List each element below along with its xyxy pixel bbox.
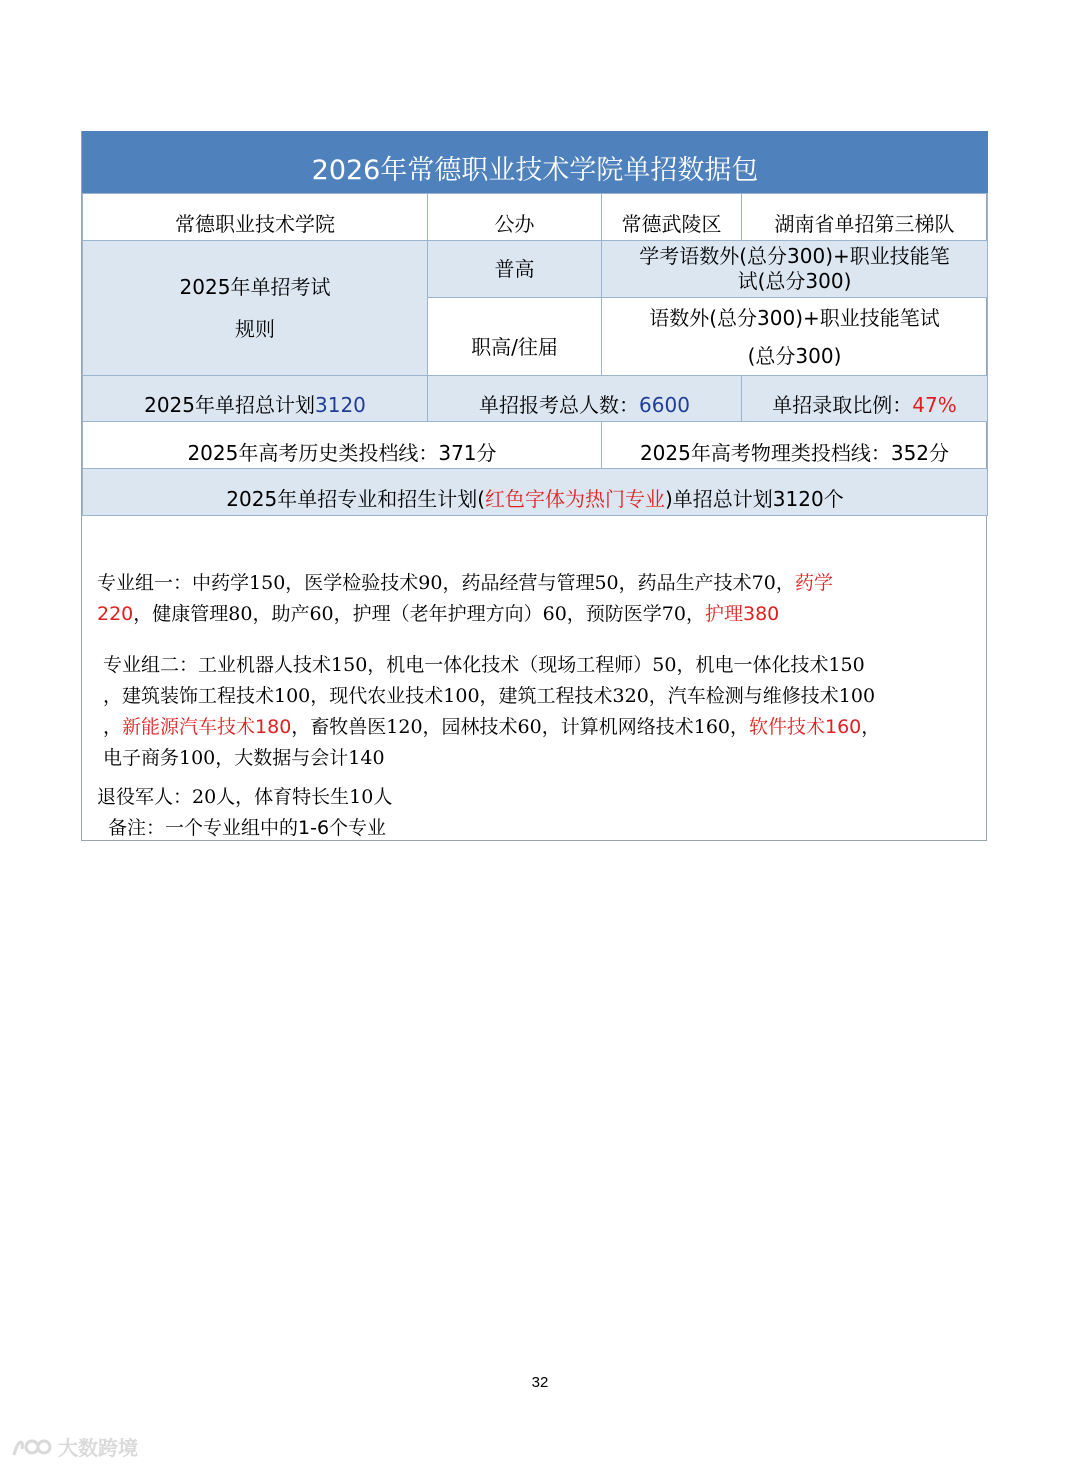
group2-hot-major-1: 新能源汽车技术180: [122, 716, 292, 738]
veterans-quota: 退役军人：20人，体育特长生10人: [97, 786, 393, 808]
total-plan: [82, 375, 428, 422]
vocational-label: 职高/往届: [427, 297, 602, 376]
group2-line2: ，建筑装饰工程技术100，现代农业技术100，建筑工程技术320，汽车检测与维修技术100: [103, 685, 876, 707]
group2-line1: [103, 650, 983, 681]
total-plan-label: 2025年单招总计划: [144, 393, 315, 417]
school-location: 常德武陵区: [601, 193, 742, 241]
group1-text-b: ，健康管理80，助产60，护理（老年护理方向）60，预防医学70，: [133, 603, 705, 625]
hot-major-note: 红色字体为热门专业: [485, 486, 665, 511]
group2-line3: [103, 712, 983, 743]
school-type: 公办: [427, 193, 602, 241]
group2-text-line1: ：工业机器人技术150，机电一体化技术（现场工程师）50，机电一体化技术150: [179, 654, 865, 676]
major-group-1: [97, 568, 977, 630]
group1-hot-major-1-count: 220: [97, 603, 134, 625]
group1-label: 专业组一: [97, 572, 174, 594]
group2-line4: 电子商务100，大数据与会计140: [103, 747, 385, 769]
admission-ratio: [741, 375, 988, 422]
watermark: [10, 1432, 138, 1461]
general-high-label: 普高: [427, 240, 602, 298]
plan-header-suffix: )单招总计划3120个: [665, 486, 844, 511]
total-applicants: [427, 375, 742, 422]
vocational-rule: [601, 297, 988, 376]
group1-line1: [97, 568, 977, 599]
group1-text-a: ：中药学150，医学检验技术90，药品经营与管理50，药品生产技术70，: [173, 572, 795, 594]
page-number: 32: [531, 1374, 549, 1391]
general-high-rule-line2: 试(总分300): [737, 269, 852, 293]
applicants-label: 单招报考总人数：: [479, 393, 640, 417]
exam-rules-label-line1: 2025年单招考试: [179, 275, 331, 299]
school-tier: 湖南省单招第三梯队: [741, 193, 988, 241]
group1-line2: [97, 599, 977, 630]
vocational-rule-line2: (总分300): [747, 343, 842, 368]
history-cutoff: 2025年高考历史类投档线：371分: [82, 421, 602, 469]
total-plan-value: 3120: [315, 393, 366, 417]
major-group-2: [103, 650, 983, 774]
vocational-rule-line1: 语数外(总分300)+职业技能笔试: [649, 305, 940, 330]
watermark-text: 大数跨境: [58, 1436, 138, 1460]
exam-rules-label: [82, 240, 428, 376]
group2-hot-major-2: 软件技术160: [749, 716, 862, 738]
plan-header-prefix: 2025年单招专业和招生计划(: [226, 486, 485, 511]
ratio-value: 47%: [912, 393, 957, 417]
group2-label: 专业组二: [103, 654, 180, 676]
group2-line3-a: ，: [103, 716, 123, 738]
group1-hot-major-1: 药学: [794, 572, 833, 594]
group1-hot-major-2: 护理380: [704, 603, 780, 625]
group2-line3-b: ，畜牧兽医120，园林技术60，计算机网络技术160，: [291, 716, 749, 738]
ratio-label: 单招录取比例：: [772, 393, 913, 417]
school-name: 常德职业技术学院: [82, 193, 428, 241]
applicants-value: 6600: [639, 393, 690, 417]
group2-line3-c: ，: [861, 716, 881, 738]
physics-cutoff: 2025年高考物理类投档线：352分: [601, 421, 988, 469]
general-high-rule: [601, 240, 988, 298]
general-high-rule-line1: 学考语数外(总分300)+职业技能笔: [639, 244, 950, 268]
plan-header: [82, 468, 988, 516]
footnote: 备注：一个专业组中的1-6个专业: [108, 817, 387, 839]
watermark-logo-icon: [10, 1435, 52, 1459]
page-title: 2026年常德职业技术学院单招数据包: [82, 131, 988, 193]
exam-rules-label-line2: 规则: [235, 317, 275, 341]
